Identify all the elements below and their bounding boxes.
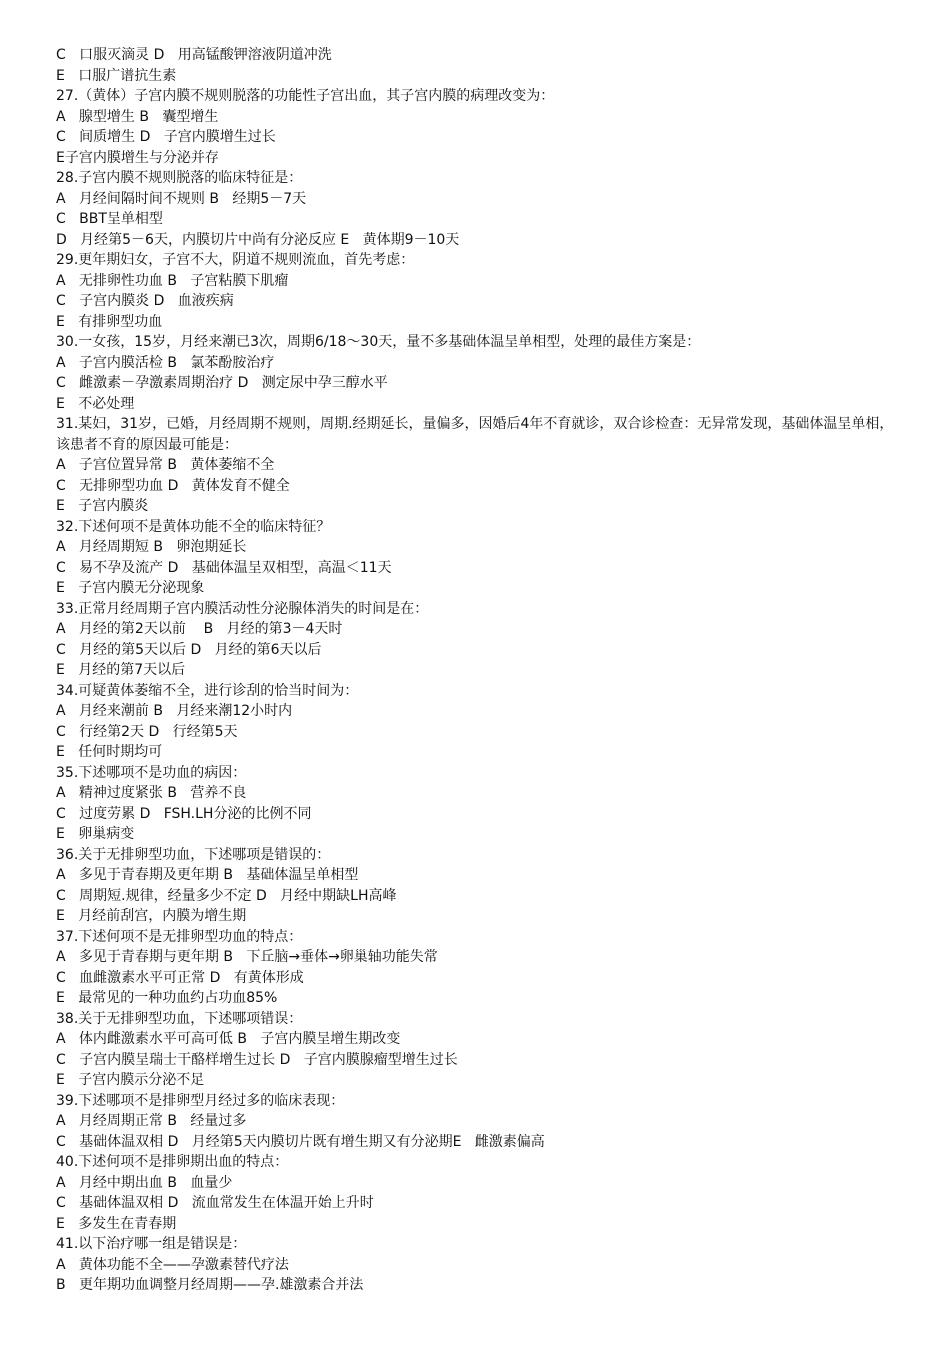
text-line: A 多见于青春期与更年期 B 下丘脑→垂体→卵巢轴功能失常 [56, 949, 438, 965]
question-stem: 29.更年期妇女，子宫不大，阴道不规则流血，首先考虑： [56, 252, 415, 268]
text-line: D 月经第5－6天，内膜切片中尚有分泌反应 E 黄体期9－10天 [56, 231, 460, 248]
text-line: C 无排卵型功血 D 黄体发育不健全 [56, 477, 290, 494]
text-line: C 间质增生 D 子宫内膜增生过长 [56, 129, 276, 145]
text-line: C 周期短.规律，经量多少不定 D 月经中期缺LH高峰 [56, 887, 397, 904]
text-line: A 子宫位置异常 B 黄体萎缩不全 [56, 457, 275, 473]
text-line: A 黄体功能不全——孕激素替代疗法 [56, 1256, 289, 1273]
text-line: A 月经周期正常 B 经量过多 [56, 1113, 247, 1129]
text-line: E 任何时期均可 [56, 744, 163, 760]
question-stem: 30.一女孩，15岁，月经来潮已3次，周期6/18～30天，量不多基础体温呈单相型，处理的最佳方案是： [56, 334, 701, 350]
question-stem: 34.可疑黄体萎缩不全，进行诊刮的恰当时间为： [56, 682, 359, 699]
text-line: C 过度劳累 D FSH.LH分泌的比例不同 [56, 805, 312, 822]
text-line: C 易不孕及流产 D 基础体温呈双相型，高温＜11天 [56, 559, 392, 576]
text-line: A 月经来潮前 B 月经来潮12小时内 [56, 703, 293, 719]
text-line: E 有排卵型功血 [56, 313, 163, 330]
text-line: A 无排卵性功血 B 子宫粘膜下肌瘤 [56, 272, 289, 289]
text-line: E 子宫内膜无分泌现象 [56, 580, 205, 596]
text-line: C 子宫内膜呈瑞士干酪样增生过长 D 子宫内膜腺瘤型增生过长 [56, 1051, 458, 1068]
text-line: A 月经中期出血 B 血量少 [56, 1174, 233, 1191]
question-stem: 37.下述何项不是无排卵型功血的特点： [56, 928, 303, 945]
text-line: E 口服广谱抗生素 [56, 67, 177, 84]
text-line: C 基础体温双相 D 月经第5天内膜切片既有增生期又有分泌期E 雌激素偏高 [56, 1133, 545, 1150]
text-line: E 多发生在青春期 [56, 1215, 177, 1232]
question-stem: 41.以下治疗哪一组是错误是： [56, 1236, 247, 1252]
text-line: B 更年期功血调整月经周期——孕.雄激素合并法 [56, 1277, 364, 1293]
question-stem: 33.正常月经周期子宫内膜活动性分泌腺体消失的时间是在： [56, 600, 429, 617]
question-stem: 28.子宫内膜不规则脱落的临床特征是： [56, 170, 303, 186]
text-line: E 月经的第7天以后 [56, 662, 186, 678]
text-line: A 月经间隔时间不规则 B 经期5－7天 [56, 190, 307, 207]
question-stem: 36.关于无排卵型功血，下述哪项是错误的： [56, 846, 331, 863]
question-stem: 31.某妇，31岁，已婚，月经周期不规则，周期.经期延长，量偏多，因婚后4年不育就诊，双合诊检查：无异常发现，基础体温呈单相，该患者不育的原因最可能是： [56, 416, 894, 453]
text-line: E 不必处理 [56, 395, 135, 412]
text-line: E 月经前刮宫，内膜为增生期 [56, 908, 247, 924]
text-line: C 血雌激素水平可正常 D 有黄体形成 [56, 969, 304, 986]
text-line: E 最常见的一种功血约占功血85% [56, 990, 278, 1006]
text-line: A 体内雌激素水平可高可低 B 子宫内膜呈增生期改变 [56, 1031, 401, 1047]
text-line: E 子宫内膜炎 [56, 498, 149, 514]
question-stem: 40.下述何项不是排卵期出血的特点： [56, 1154, 289, 1170]
text-line: C 月经的第5天以后 D 月经的第6天以后 [56, 641, 322, 658]
question-stem: 35.下述哪项不是功血的病因： [56, 764, 247, 781]
question-stem: 39.下述哪项不是排卵型月经过多的临床表现： [56, 1092, 345, 1109]
document-page [56, 45, 906, 1296]
text-line: C 基础体温双相 D 流血常发生在体温开始上升时 [56, 1195, 374, 1211]
text-line: E 子宫内膜示分泌不足 [56, 1072, 205, 1088]
text-line: A 子宫内膜活检 B 氯苯酚胺治疗 [56, 354, 275, 371]
question-stem: 27.（黄体）子宫内膜不规则脱落的功能性子宫出血，其子宫内膜的病理改变为： [56, 88, 555, 104]
question-stem: 38.关于无排卵型功血，下述哪项错误： [56, 1010, 303, 1027]
text-line: C 子宫内膜炎 D 血液疾病 [56, 293, 234, 309]
text-line: C 口服灭滴灵 D 用高锰酸钾溶液阴道冲洗 [56, 47, 332, 63]
text-line: A 月经周期短 B 卵泡期延长 [56, 539, 247, 555]
text-line: A 精神过度紧张 B 营养不良 [56, 785, 247, 801]
text-line: A 多见于青春期及更年期 B 基础体温呈单相型 [56, 867, 359, 883]
question-stem: 32.下述何项不是黄体功能不全的临床特征？ [56, 518, 331, 535]
text-line: C BBT呈单相型 [56, 211, 163, 227]
text-line: E 卵巢病变 [56, 826, 135, 842]
text-line: A 月经的第2天以前 B 月经的第3－4天时 [56, 621, 343, 637]
text-line: C 行经第2天 D 行经第5天 [56, 723, 238, 740]
text-line: A 腺型增生 B 囊型增生 [56, 108, 219, 125]
text-line: E子宫内膜增生与分泌并存 [56, 149, 219, 166]
text-line: C 雌激素－孕激素周期治疗 D 测定尿中孕三醇水平 [56, 375, 388, 391]
